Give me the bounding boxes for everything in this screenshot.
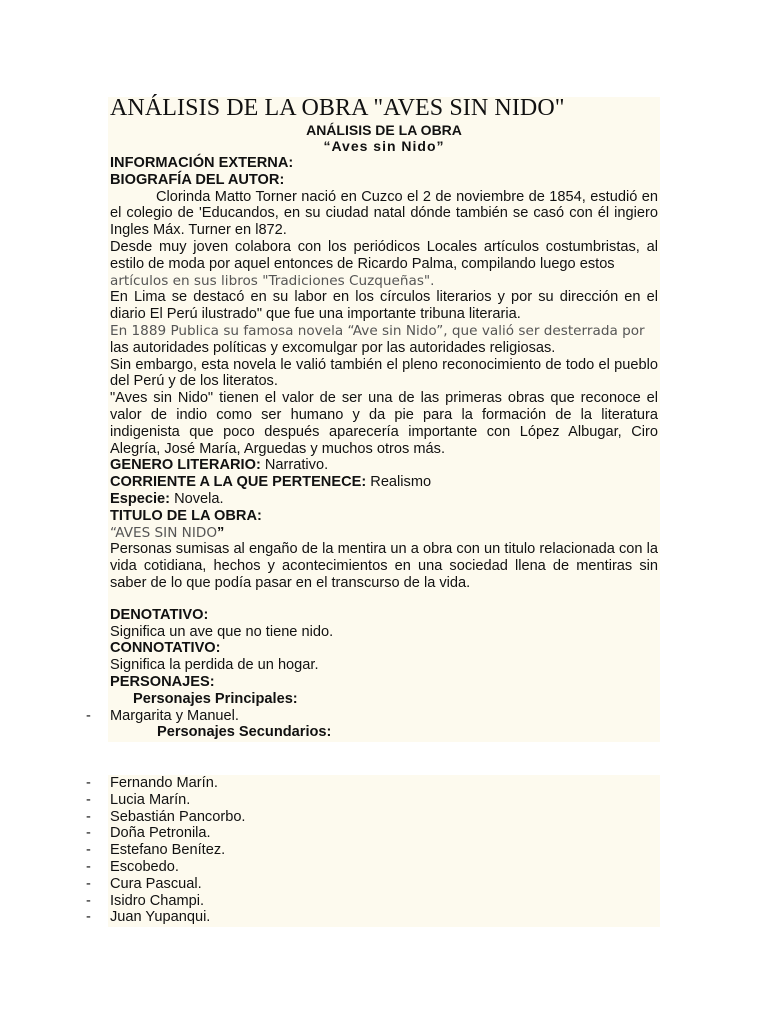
bio-paragraph: Sin embargo, esta novela le valió también el pleno reconocimiento de todo el pueblo del Perú y de los literatos. — [110, 356, 658, 390]
list-item — [86, 707, 658, 725]
list-dash: - — [86, 858, 91, 875]
list-dash: - — [86, 875, 91, 892]
bio-paragraph: En 1889 Publica su famosa novela “Ave sin Nido”, que valió ser desterrada por — [110, 322, 645, 339]
titulo-heading: TITULO DE LA OBRA: — [110, 507, 262, 524]
secondary-character: Escobedo. — [110, 858, 179, 875]
list-item — [86, 842, 658, 859]
section-subtitle: ANÁLISIS DE LA OBRA — [306, 122, 462, 138]
bio-paragraph: Clorinda Matto Torner nació en Cuzco el 2 de noviembre de 1854, estudió en el colegio de 'Educandos, en su ciudad natal dónde también se casó con él ingiero Ingles Máx. Turner en l872. — [110, 188, 658, 239]
list-item — [86, 775, 658, 792]
especie-value: Novela. — [170, 490, 224, 507]
bio-paragraph: En Lima se destacó en su labor en los círculos literarios y por su dirección en el diario El Perú ilustrado" que fue una importante tribuna literaria. — [110, 289, 658, 323]
especie-label: Especie: — [110, 490, 171, 507]
denotativo-heading: DENOTATIVO: — [110, 606, 209, 623]
list-item — [86, 825, 658, 842]
secondary-character: Doña Petronila. — [110, 825, 211, 842]
list-dash: - — [86, 825, 91, 842]
genero-line — [110, 457, 658, 474]
secondary-character: Estefano Benítez. — [110, 842, 226, 859]
list-item — [86, 909, 658, 926]
list-item — [86, 791, 658, 809]
genero-label: GENERO LITERARIO: — [110, 457, 261, 474]
list-dash: - — [86, 791, 91, 808]
bio-paragraph: las autoridades políticas y excomulgar por las autoridades religiosas. — [110, 339, 556, 356]
list-item — [86, 875, 658, 893]
principales-heading: Personajes Principales: — [133, 690, 298, 707]
list-dash: - — [86, 842, 91, 859]
secondary-character: Juan Yupanqui. — [110, 909, 211, 926]
personajes-heading: PERSONAJES: — [110, 673, 215, 690]
genero-value: Narrativo. — [260, 457, 329, 474]
list-dash: - — [86, 909, 91, 926]
corriente-value: Realismo — [366, 474, 432, 491]
corriente-line — [110, 474, 658, 491]
document-body — [86, 94, 658, 741]
secondary-character: Cura Pascual. — [110, 875, 202, 892]
list-item — [86, 858, 658, 876]
titulo-value-line — [110, 525, 658, 542]
secondary-character: Lucia Marín. — [110, 791, 191, 808]
denotativo-text: Significa un ave que no tiene nido. — [110, 623, 334, 640]
secondary-characters-list — [86, 775, 658, 926]
titulo-value: “AVES SIN NIDO — [110, 524, 218, 541]
list-dash: - — [86, 707, 91, 724]
info-externa-heading: INFORMACIÓN EXTERNA: — [110, 155, 294, 171]
secundarios-heading: Personajes Secundarios: — [157, 724, 332, 741]
bio-paragraph: Desde muy joven colabora con los periódicos Locales artículos costumbristas, al estilo de moda por aquel entonces de Ricardo Palma, compilando luego estos — [110, 238, 658, 272]
document-title: ANÁLISIS DE LA OBRA "AVES SIN NIDO" — [110, 95, 565, 121]
list-dash: - — [86, 775, 91, 791]
list-item — [86, 892, 658, 910]
list-dash: - — [86, 808, 91, 825]
list-dash: - — [86, 892, 91, 909]
bio-paragraph: "Aves sin Nido" tienen el valor de ser una de las primeras obras que reconoce el valor de indio como ser humano y da pie para la formación de la literatura indigenista que poco después aparecería importante con López Albugar, Ciro Alegría, José María, Arguedas y muchos otros más. — [110, 390, 658, 457]
bio-paragraph: artículos en sus libros "Tradiciones Cuzqueñas". — [110, 272, 435, 289]
bio-heading: BIOGRAFÍA DEL AUTOR: — [110, 171, 285, 188]
spacer — [110, 592, 658, 607]
connotativo-text: Significa la perdida de un hogar. — [110, 657, 319, 674]
secondary-character: Fernando Marín. — [110, 775, 218, 791]
list-item — [86, 808, 658, 826]
work-name: “Aves sin Nido” — [323, 138, 445, 154]
titulo-description: Personas sumisas al engaño de la mentira un a obra con un titulo relacionada con la vida cotidiana, hechos y acontecimientos en una sociedad llena de mentiras sin saber de lo que podía pasar en el transcurso de la vida. — [110, 541, 658, 591]
secondary-character: Isidro Champi. — [110, 892, 205, 909]
corriente-label: CORRIENTE A LA QUE PERTENECE: — [110, 474, 367, 491]
secondary-character: Sebastián Pancorbo. — [110, 808, 246, 825]
titulo-close-quote: ” — [217, 524, 225, 541]
especie-line — [110, 491, 658, 508]
connotativo-heading: CONNOTATIVO: — [110, 640, 221, 657]
principal-character: Margarita y Manuel. — [110, 707, 239, 724]
